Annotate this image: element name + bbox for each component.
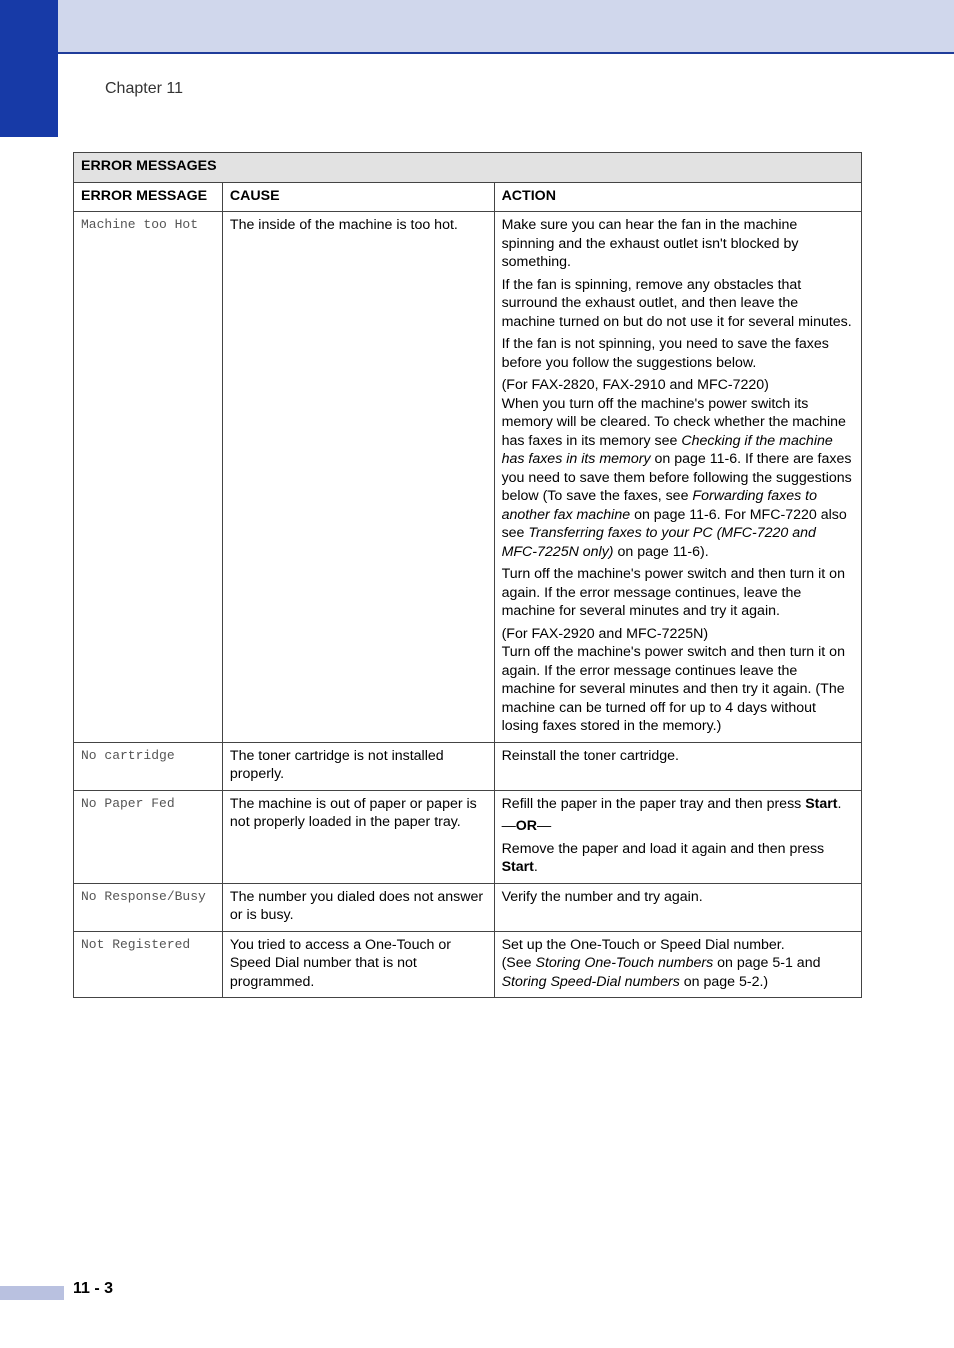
action-paragraph: If the fan is spinning, remove any obstacles that surround the exhaust outlet, and then leave the machine turned on but do not use it for several minutes.	[501, 276, 852, 330]
action-cell	[494, 883, 861, 931]
model-note: (For FAX-2920 and MFC-7225N)	[501, 625, 709, 642]
text: on page 11-6).	[613, 543, 709, 560]
error-message-cell: Not Registered	[74, 931, 223, 998]
action-paragraph: Turn off the machine's power switch and then turn it on again. If the error message continues, leave the machine for several minutes and try it again.	[501, 566, 845, 619]
action-paragraph: Make sure you can hear the fan in the machine spinning and the exhaust outlet isn't blocked by something.	[501, 217, 799, 270]
chapter-label: Chapter 11	[105, 80, 183, 97]
column-header-error-message: ERROR MESSAGE	[74, 182, 223, 212]
action-paragraph: Reinstall the toner cartridge.	[501, 747, 679, 764]
action-cell	[494, 742, 861, 790]
or-separator	[502, 817, 854, 836]
table-title-row	[74, 153, 862, 183]
cause-cell: The number you dialed does not answer or is busy.	[222, 883, 494, 931]
text: on page 11-6. If there are faxes you need to save them before following the suggestions below (To save the faxes, see	[501, 451, 852, 504]
cause-cell: The toner cartridge is not installed properly.	[222, 742, 494, 790]
error-message-cell: No cartridge	[74, 742, 223, 790]
cross-reference: Checking if the machine has faxes in its memory	[501, 432, 833, 467]
page-number: 11 - 3	[73, 1280, 114, 1297]
action-paragraph: If the fan is not spinning, you need to save the faxes before you follow the suggestions below.	[501, 336, 829, 371]
text: on page 5-2.)	[679, 973, 769, 990]
text: on page 11-6. For MFC-7220 also see	[501, 506, 847, 541]
text: .	[533, 859, 538, 875]
dash: —	[501, 818, 516, 834]
cause-cell: You tried to access a One-Touch or Speed Dial number that is not programmed.	[222, 931, 494, 998]
column-header-action: ACTION	[494, 182, 861, 212]
text: Turn off the machine's power switch and then turn it on again. If the error message continues leave the machine for several minutes and then try it again. (The machine can be turned off for up to 4 days without losing faxes stored in the memory.)	[501, 644, 845, 734]
action-cell	[494, 931, 861, 998]
error-messages-table	[73, 152, 862, 998]
text: Refill the paper in the paper tray and then press	[501, 795, 806, 812]
action-paragraph: Verify the number and try again.	[501, 888, 703, 905]
text: (See	[501, 955, 536, 971]
error-message-cell: No Paper Fed	[74, 790, 223, 883]
model-note: (For FAX-2820, FAX-2910 and MFC-7220)	[501, 377, 769, 393]
text: When you turn off the machine's power switch its memory will be cleared. To check whether the machine has faxes in its memory see	[501, 395, 846, 449]
table-header-row	[74, 182, 862, 212]
cross-reference: Transferring faxes to your PC (MFC-7220 and MFC-7225N only)	[501, 525, 816, 560]
cross-reference: Storing One-Touch numbers	[535, 955, 714, 971]
dash: —	[537, 818, 552, 834]
table-row	[74, 883, 862, 931]
table-row	[74, 790, 862, 883]
chapter-tab-marker	[0, 0, 58, 137]
table-title: ERROR MESSAGES	[74, 153, 862, 183]
or-label: OR	[515, 818, 538, 834]
cross-reference: Storing Speed-Dial numbers	[501, 973, 680, 990]
error-message-cell: No Response/Busy	[74, 883, 223, 931]
cause-cell: The inside of the machine is too hot.	[222, 212, 494, 743]
table-row	[74, 212, 862, 743]
key-name: Start	[805, 795, 838, 812]
table-row	[74, 931, 862, 998]
action-paragraph	[502, 625, 854, 736]
text: .	[837, 795, 842, 812]
action-cell	[494, 212, 861, 743]
action-paragraph	[502, 840, 854, 877]
text: Remove the paper and load it again and then press	[501, 840, 825, 857]
text: Set up the One-Touch or Speed Dial number.	[501, 936, 785, 953]
text: on page 5-1 and	[713, 955, 821, 971]
action-paragraph	[502, 376, 854, 561]
action-paragraph	[502, 936, 854, 992]
table-row	[74, 742, 862, 790]
key-name: Start	[501, 859, 534, 875]
column-header-cause: CAUSE	[222, 182, 494, 212]
header-band	[0, 0, 954, 54]
cause-cell: The machine is out of paper or paper is not properly loaded in the paper tray.	[222, 790, 494, 883]
action-paragraph	[502, 795, 854, 814]
action-cell	[494, 790, 861, 883]
footer-bar	[0, 1286, 64, 1300]
cross-reference: Forwarding faxes to another fax machine	[501, 488, 818, 523]
error-message-cell: Machine too Hot	[74, 212, 223, 743]
